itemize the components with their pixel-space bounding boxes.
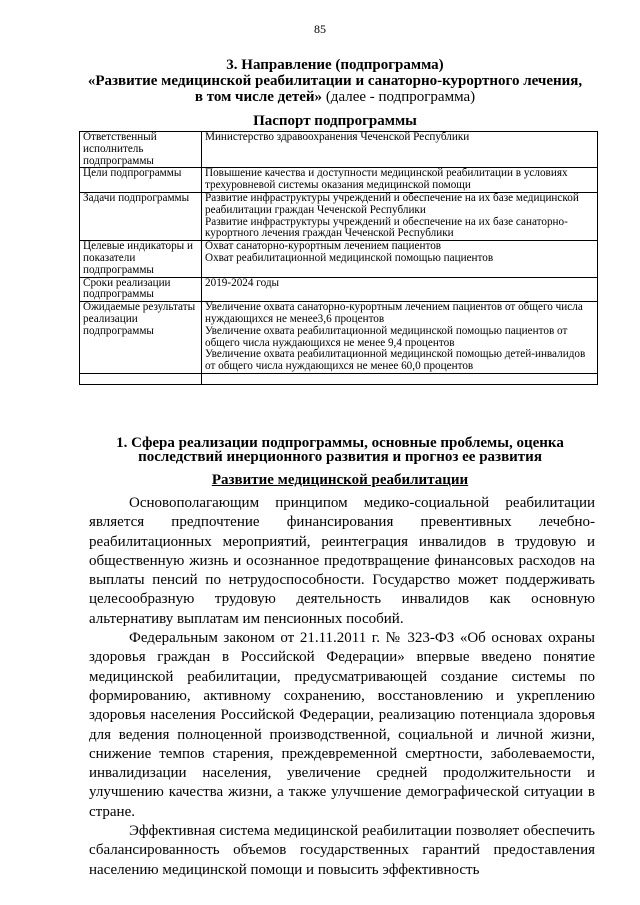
- row-value: Увеличение охвата санаторно-курортным лечением пациентов от общего числа нуждающихся не менее3,6 процентов Увеличение охвата реабилитационной медицинской помощью пациентов от общего числа нуждающихся не менее 9,4 процентов Увеличение охвата реабилитационной медицинской помощью детей-инвалидов от общего числа нуждающихся не менее 60,0 процентов: [202, 302, 598, 374]
- row-label: Сроки реализации подпрограммы: [80, 277, 202, 302]
- row-label: Цели подпрограммы: [80, 168, 202, 193]
- row-label: Ответственный исполнитель подпрограммы: [80, 132, 202, 168]
- paragraph: Эффективная система медицинской реабилитации позволяет обеспечить сбалансированность объемов государственных гарантий предоставления населению медицинской помощи и повысить эффективность: [89, 823, 595, 878]
- page-number: 85: [314, 22, 326, 36]
- row-value: Министерство здравоохранения Чеченской Республики: [202, 132, 598, 168]
- row-value: Повышение качества и доступности медицинской реабилитации в условиях трехуровневой системы оказания медицинской помощи: [202, 168, 598, 193]
- passport-table: [79, 131, 598, 385]
- document-heading: [60, 57, 610, 129]
- row-label: Целевые индикаторы и показатели подпрограммы: [80, 241, 202, 277]
- table-row: [80, 241, 598, 277]
- subprogram-title-line1: «Развитие медицинской реабилитации и санаторно-курортного лечения,: [87, 73, 583, 89]
- paragraph: Основополагающим принципом медико-социальной реабилитации является предпочтение финансирования превентивных лечебно-реабилитационных мероприятий, реинтеграция инвалидов в трудовую и общественную жизнь и осознанное предотвращение финансовых расходов на выплаты пенсий по нетрудоспособности. Государство может поддерживать целесообразную трудовую деятельность инвалидов как основную альтернативу выплатам им пенсионных пособий.: [89, 495, 595, 627]
- table-row: [80, 192, 598, 240]
- subprogram-title-note: (далее - подпрограмма): [322, 89, 476, 105]
- blank-cell: [80, 373, 202, 384]
- row-value: 2019-2024 годы: [202, 277, 598, 302]
- table-row: [80, 302, 598, 374]
- blank-cell: [202, 373, 598, 384]
- table-row: [80, 168, 598, 193]
- section-heading: 1. Сфера реализации подпрограммы, основные проблемы, оценка последствий инерционного развития и прогноз ее развития: [116, 435, 564, 465]
- body-text: [89, 494, 595, 880]
- table-row-blank: [80, 373, 598, 384]
- direction-title: 3. Направление (подпрограмма): [226, 57, 444, 73]
- section-subheading: Развитие медицинской реабилитации: [211, 472, 469, 488]
- table-row: [80, 132, 598, 168]
- row-value: Развитие инфраструктуры учреждений и обеспечение на их базе медицинской реабилитации граждан Чеченской Республики Развитие инфраструктуры учреждений и обеспечение на их базе санаторно-курортного лечения граждан Чеченской Республики: [202, 192, 598, 240]
- row-label: Задачи подпрограммы: [80, 192, 202, 240]
- table-row: [80, 277, 598, 302]
- subprogram-title-line2: [60, 89, 610, 105]
- row-value: Охват санаторно-курортным лечением пациентов Охват реабилитационной медицинской помощью пациентов: [202, 241, 598, 277]
- passport-title: Паспорт подпрограммы: [253, 113, 417, 129]
- paragraph: Федеральным законом от 21.11.2011 г. № 323-ФЗ «Об основах охраны здоровья граждан в Российской Федерации» впервые введено понятие медицинской реабилитации, предусматривающей создание системы по формированию, активному сохранению, восстановлению и укреплению здоровья населения Российской Федерации, реализацию потенциала здоровья для ведения полноценной производственной, социальной и личной жизни, снижение темпов старения, преждевременной смертности, заболеваемости, инвалидизации населения, увеличение средней продолжительности и улучшению качества жизни, а также улучшение демографической ситуации в стране.: [89, 630, 595, 820]
- subprogram-title-bold: в том числе детей»: [194, 89, 323, 105]
- row-label: Ожидаемые результаты реализации подпрограммы: [80, 302, 202, 374]
